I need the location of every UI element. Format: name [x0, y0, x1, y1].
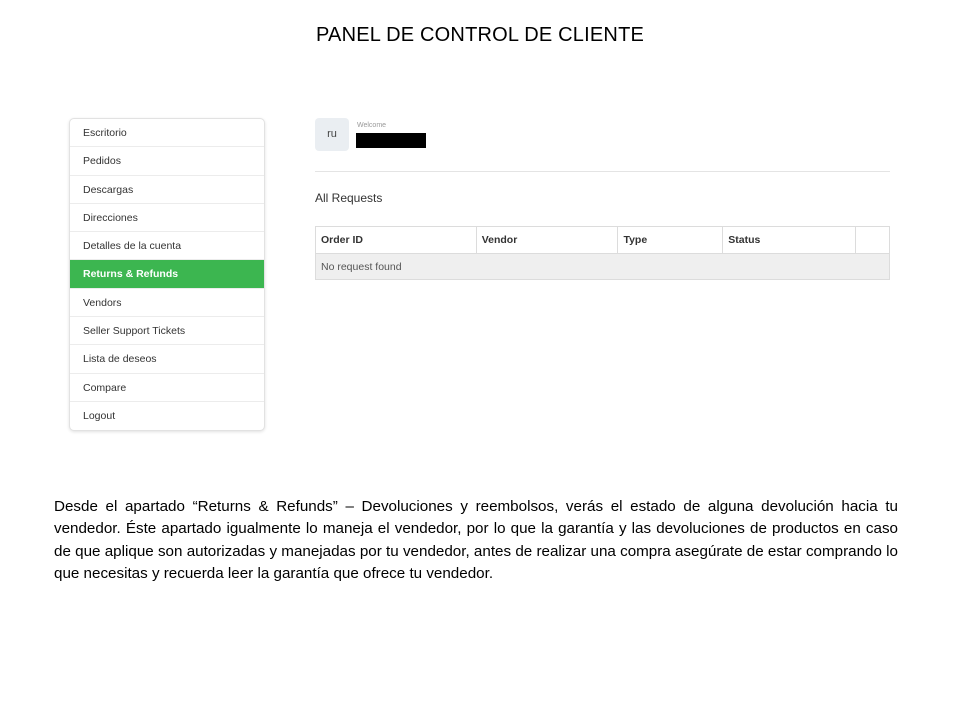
sidebar-item-pedidos[interactable]: Pedidos: [70, 147, 264, 175]
avatar: ru: [315, 118, 349, 151]
table-header-row: [316, 227, 890, 254]
sidebar-item-detalles-cuenta[interactable]: Detalles de la cuenta: [70, 232, 264, 260]
empty-table-message: No request found: [316, 254, 890, 280]
account-navigation: [69, 118, 265, 431]
section-title: All Requests: [315, 191, 383, 205]
sidebar-item-lista-deseos[interactable]: Lista de deseos: [70, 345, 264, 373]
sidebar-item-direcciones[interactable]: Direcciones: [70, 204, 264, 232]
sidebar-item-descargas[interactable]: Descargas: [70, 176, 264, 204]
sidebar-item-escritorio[interactable]: Escritorio: [70, 119, 264, 147]
sidebar-item-logout[interactable]: Logout: [83, 409, 116, 422]
slide-description: Desde el apartado “Returns & Refunds” – Devoluciones y reembolsos, verás el estado de alguna devolución hacia tu vendedor. Éste apartado igualmente lo maneja el vendedor, por lo que la garantía y las devoluciones de productos en caso de que aplique son autorizadas y manejadas por tu vendedor, antes de realizar una compra asegúrate de estar comprando lo que necesitas y recuerda leer la garantía que ofrece tu vendedor.: [54, 498, 898, 583]
column-header-vendor: Vendor: [476, 227, 618, 254]
requests-table: [315, 226, 890, 280]
column-header-actions: [856, 227, 890, 254]
table-row: [316, 254, 890, 280]
redacted-username: [356, 133, 426, 148]
sidebar-item-returns-refunds[interactable]: Returns & Refunds: [70, 260, 264, 288]
sidebar-item-seller-support-tickets[interactable]: Seller Support Tickets: [70, 317, 264, 345]
sidebar-item-compare[interactable]: Compare: [70, 374, 264, 402]
header-divider: [315, 171, 890, 172]
column-header-status: Status: [723, 227, 856, 254]
column-header-type: Type: [618, 227, 723, 254]
slide-title: PANEL DE CONTROL DE CLIENTE: [315, 24, 645, 46]
welcome-label: Welcome: [357, 122, 387, 129]
column-header-order-id: Order ID: [316, 227, 477, 254]
sidebar-item-vendors[interactable]: Vendors: [70, 289, 264, 317]
